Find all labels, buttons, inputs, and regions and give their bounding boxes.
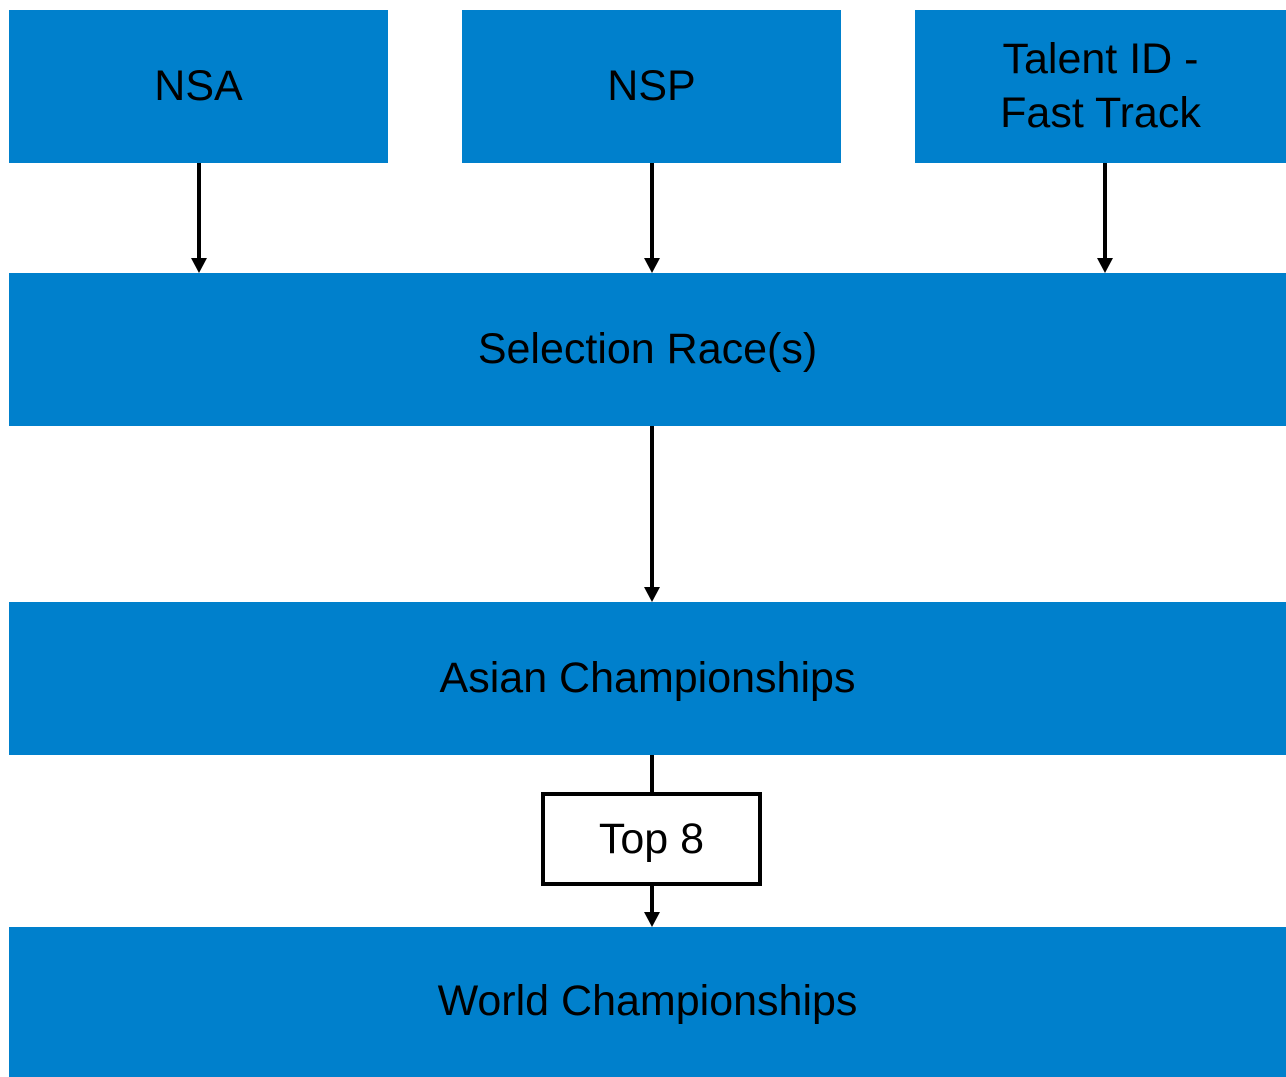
node-selection-races-label: Selection Race(s) — [477, 324, 818, 373]
arrow-talent-id-to-selection — [1097, 163, 1113, 273]
arrow-nsp-to-selection — [644, 163, 660, 273]
arrow-top8-to-world — [644, 884, 660, 927]
arrow-selection-to-asian — [644, 426, 660, 602]
node-talent-id-label: Talent ID - Fast Track — [1000, 34, 1201, 137]
node-world-championships-label: World Championships — [437, 977, 858, 1026]
arrow-nsa-to-selection — [191, 163, 207, 273]
node-asian-championships-label: Asian Championships — [439, 653, 856, 702]
node-nsa-label: NSA — [154, 61, 243, 110]
connector-label-top8-text: Top 8 — [598, 814, 705, 863]
node-nsp-label: NSP — [607, 61, 696, 110]
connector-label-top8 — [541, 792, 762, 886]
